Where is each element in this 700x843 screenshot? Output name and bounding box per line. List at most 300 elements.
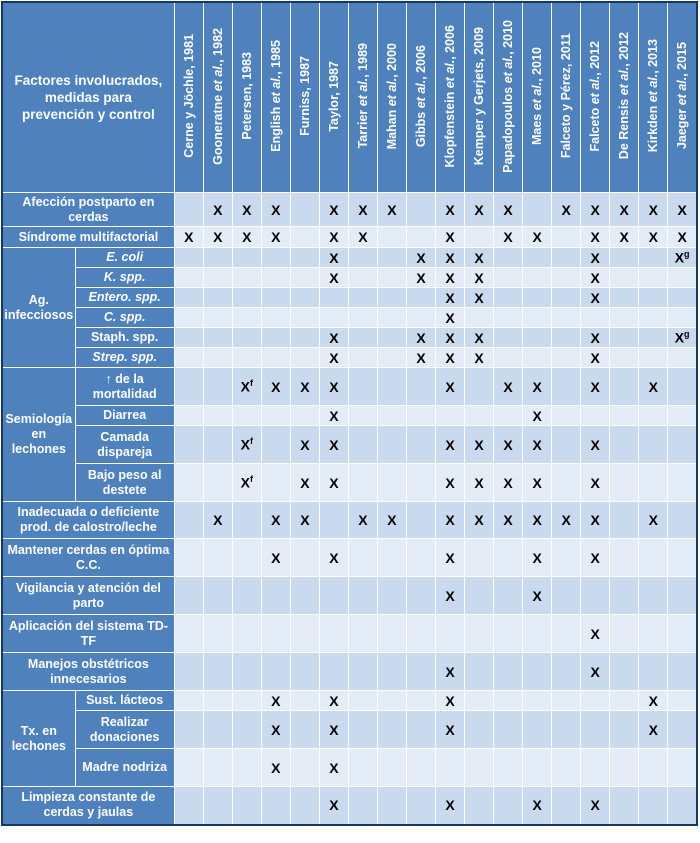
table-cell [494,749,523,787]
table-cell [261,691,290,711]
table-cell [494,227,523,248]
table-cell [203,268,232,288]
table-cell [610,539,639,577]
table-cell [436,268,465,288]
table-cell [494,288,523,308]
table-cell [436,328,465,348]
table-cell [610,308,639,328]
check-mark: X [474,349,484,366]
table-cell [377,288,406,308]
sub-row-label: Madre nodriza [75,749,174,787]
check-mark: X [532,436,542,453]
table-cell [290,426,319,464]
table-cell [610,328,639,348]
study-column-header [436,2,465,193]
table-cell [290,248,319,268]
table-cell [552,577,581,615]
table-cell [610,227,639,248]
check-mark: X [445,289,455,306]
table-cell [668,308,697,328]
table-cell [406,787,435,825]
table-cell [581,193,610,227]
table-cell [552,502,581,539]
study-year: , 2010 [501,19,516,55]
check-mark: X [532,378,542,395]
table-cell [581,711,610,749]
table-cell [319,368,348,406]
check-mark: X [329,474,339,491]
table-cell [610,711,639,749]
table-cell [668,288,697,308]
check-mark: X [590,625,600,642]
study-column-header [494,2,523,193]
table-cell [552,653,581,691]
table-cell [232,268,261,288]
table-cell [610,577,639,615]
group-label: Ag. infecciosos [2,248,75,368]
table-cell [290,268,319,288]
table-cell [406,426,435,464]
sub-row-label: Realizar donaciones [75,711,174,749]
table-cell [174,787,203,825]
table-cell [174,711,203,749]
study-column-header [261,2,290,193]
study-column-header [610,2,639,193]
table-cell [581,539,610,577]
table-row [2,711,697,749]
table-cell [610,348,639,368]
check-mark: X [590,201,600,218]
table-cell [203,787,232,825]
table-cell [174,426,203,464]
check-mark: X [445,269,455,286]
table-cell [232,691,261,711]
study-name: Kirkden [646,102,661,153]
table-cell [610,288,639,308]
check-mark: X [329,349,339,366]
table-cell [581,653,610,691]
table-cell [203,464,232,502]
table-cell [494,368,523,406]
table-cell [232,502,261,539]
table-cell [639,615,668,653]
check-mark: X [532,587,542,604]
table-cell [203,749,232,787]
table-cell [639,308,668,328]
table-cell [465,406,494,426]
table-cell [494,268,523,288]
check-mark: X [532,229,542,245]
table-cell [523,653,552,691]
table-cell [174,193,203,227]
check-mark: X [503,512,513,528]
check-mark: X [474,329,484,346]
study-name: English [268,103,283,152]
table-cell [290,227,319,248]
table-cell [639,787,668,825]
table-cell [552,288,581,308]
table-cell [203,426,232,464]
table-cell [668,368,697,406]
table-cell [581,749,610,787]
check-mark: X [590,378,600,395]
study-column-header [174,2,203,193]
check-mark: X [590,436,600,453]
table-cell [261,288,290,308]
table-cell [494,711,523,749]
check-mark: X [677,201,687,218]
check-mark: X [474,269,484,286]
table-cell [290,787,319,825]
table-cell [261,749,290,787]
check-mark: X [445,663,455,680]
check-mark: X [271,759,281,776]
table-cell [639,328,668,348]
table-cell [377,502,406,539]
table-cell [494,426,523,464]
table-cell [639,711,668,749]
table-cell [232,308,261,328]
table-cell [377,539,406,577]
table-cell [610,749,639,787]
table-cell [261,464,290,502]
study-column-header [523,2,552,193]
table-cell [436,577,465,615]
table-cell [290,368,319,406]
study-column-header [290,2,319,193]
footnote-marker: f [249,436,253,447]
table-cell [581,308,610,328]
table-cell [377,653,406,691]
table-cell [668,653,697,691]
table-cell [290,328,319,348]
check-mark: X [358,229,368,245]
table-cell [232,368,261,406]
check-mark: X [474,512,484,528]
table-cell [348,406,377,426]
table-cell [639,502,668,539]
table-cell [232,539,261,577]
check-mark: X [590,249,600,266]
study-year: , 2013 [646,39,661,75]
table-cell [465,653,494,691]
check-mark: X [445,201,455,218]
check-mark: X [300,474,310,491]
study-name: Klopfenstein [443,88,458,168]
table-cell [436,288,465,308]
row-label: Inadecuada o deficiente prod. de calostro/leche [2,502,174,539]
table-cell [494,348,523,368]
check-mark: X [503,201,513,218]
study-name: Jaeger [675,105,690,150]
study-year: , 2012 [617,32,632,68]
table-cell [465,426,494,464]
study-name: De Rensis [617,95,632,160]
table-cell [377,787,406,825]
table-cell [377,711,406,749]
table-cell [203,227,232,248]
table-cell [668,787,697,825]
table-cell [494,691,523,711]
check-mark: X [445,474,455,491]
group-label: Semiología en lechones [2,368,75,502]
sub-row-label: K. spp. [75,268,174,288]
table-cell [610,193,639,227]
table-cell [668,577,697,615]
table-cell [348,749,377,787]
study-column-header [232,2,261,193]
study-name: Mahan [384,106,399,150]
check-mark: X [474,201,484,218]
check-mark: X [674,329,685,346]
table-cell [552,749,581,787]
table-cell [523,502,552,539]
study-name-etal: et al. [675,77,690,106]
table-cell [261,248,290,268]
check-mark: X [329,692,339,709]
table-cell [319,502,348,539]
table-cell [232,615,261,653]
table-cell [174,288,203,308]
table-cell [348,539,377,577]
sub-row-label: Camada dispareja [75,426,174,464]
table-cell [261,368,290,406]
table-row [2,615,697,653]
table-cell [290,502,319,539]
table-cell [436,653,465,691]
check-mark: X [329,797,339,814]
check-mark: X [590,512,600,528]
check-mark: X [240,474,250,491]
table-cell [494,193,523,227]
table-cell [639,539,668,577]
table-cell [552,368,581,406]
table-cell [523,406,552,426]
table-cell [581,691,610,711]
table-cell [174,268,203,288]
table-cell [523,348,552,368]
table-cell [406,348,435,368]
study-name: Maes [530,110,545,145]
table-cell [436,193,465,227]
table-cell [406,248,435,268]
table-cell [523,426,552,464]
check-mark: X [648,512,658,528]
table-cell [319,787,348,825]
table-cell [174,227,203,248]
table-row [2,653,697,691]
table-cell [436,502,465,539]
check-mark: X [213,229,223,245]
table-cell [290,711,319,749]
table-row [2,227,697,248]
study-name-etal: et al. [501,54,516,83]
table-cell [552,248,581,268]
table-cell [639,248,668,268]
table-cell [348,502,377,539]
table-cell [406,502,435,539]
table-cell [552,615,581,653]
header-title: Factores involucrados, medidas para prevención y control [14,73,163,122]
table-cell [319,539,348,577]
table-cell [436,711,465,749]
table-cell [436,615,465,653]
study-column-header [581,2,610,193]
check-mark: X [445,692,455,709]
table-row [2,368,697,406]
table-cell [668,193,697,227]
table-cell [639,464,668,502]
table-cell [436,691,465,711]
row-label: Vigilancia y atención del parto [2,577,174,615]
check-mark: X [532,549,542,566]
table-cell [639,749,668,787]
table-cell [465,615,494,653]
table-cell [203,348,232,368]
table-cell [232,711,261,749]
table-cell [261,268,290,288]
study-name-etal: et al. [588,75,603,104]
table-cell [232,653,261,691]
study-year: , 1985 [268,40,283,75]
table-cell [494,248,523,268]
check-mark: X [445,797,455,814]
table-cell [523,749,552,787]
table-cell [436,464,465,502]
sub-row-label: Strep. spp. [75,348,174,368]
check-mark: X [445,249,455,266]
study-name-etal: et al. [384,77,399,107]
table-cell [319,577,348,615]
check-mark: X [474,289,484,306]
check-mark: X [445,512,455,528]
check-mark: X [590,474,600,491]
table-cell [494,464,523,502]
study-column-header [203,2,232,193]
table-cell [581,502,610,539]
table-cell [581,787,610,825]
check-mark: X [532,512,542,528]
table-cell [348,328,377,348]
table-cell [436,227,465,248]
table-cell [290,464,319,502]
table-cell [261,502,290,539]
check-mark: X [532,797,542,814]
table-cell [319,328,348,348]
table-cell [668,711,697,749]
table-row [2,248,697,268]
table-cell [232,464,261,502]
table-cell [348,426,377,464]
table-cell [261,193,290,227]
table-cell [436,539,465,577]
study-name: Furniss, 1987 [297,56,312,136]
table-cell [436,787,465,825]
study-name: Cerne y Jöchle, 1981 [181,34,196,158]
table-cell [174,348,203,368]
check-mark: X [590,797,600,814]
check-mark: X [503,436,513,453]
check-mark: X [300,378,310,395]
table-cell [581,426,610,464]
table-cell [174,328,203,348]
table-cell [319,615,348,653]
table-cell [668,268,697,288]
study-year: , 1982 [210,27,225,63]
row-label: Síndrome multifactorial [2,227,174,248]
study-year: , 2000 [384,42,399,78]
table-cell [465,787,494,825]
table-cell [639,193,668,227]
table-cell [494,406,523,426]
check-mark: X [445,378,455,395]
footnote-marker: g [684,249,690,260]
table-cell [610,502,639,539]
table-cell [203,193,232,227]
table-cell [581,464,610,502]
table-cell [319,749,348,787]
table-cell [581,348,610,368]
table-cell [668,539,697,577]
table-cell [261,711,290,749]
sub-row-label: C. spp. [75,308,174,328]
table-cell [581,615,610,653]
check-mark: X [445,721,455,738]
table-row [2,691,697,711]
table-cell [203,248,232,268]
table-cell [610,691,639,711]
table-cell [406,464,435,502]
check-mark: X [242,201,252,218]
table-cell [348,308,377,328]
table-row [2,268,697,288]
table-cell [174,539,203,577]
check-mark: X [416,329,426,346]
table-cell [668,615,697,653]
table-wrapper [1,1,698,841]
table-cell [668,502,697,539]
table-cell [232,248,261,268]
row-label: Limpieza constante de cerdas y jaulas [2,787,174,825]
table-cell [232,288,261,308]
table-cell [174,749,203,787]
table-cell [523,787,552,825]
table-cell [610,787,639,825]
table-cell [174,464,203,502]
table-cell [668,328,697,348]
check-mark: X [329,549,339,566]
table-cell [319,268,348,288]
table-cell [406,193,435,227]
study-name-etal: et al. [443,59,458,89]
table-cell [552,348,581,368]
table-cell [319,348,348,368]
table-cell [319,406,348,426]
check-mark: X [590,289,600,306]
table-cell [552,227,581,248]
check-mark: X [648,721,658,738]
table-cell [406,577,435,615]
table-cell [465,539,494,577]
table-cell [406,368,435,406]
check-mark: X [213,512,223,528]
check-mark: X [445,436,455,453]
table-cell [494,787,523,825]
table-cell [406,691,435,711]
check-mark: X [387,201,397,218]
check-mark: X [271,549,281,566]
check-mark: X [445,349,455,366]
